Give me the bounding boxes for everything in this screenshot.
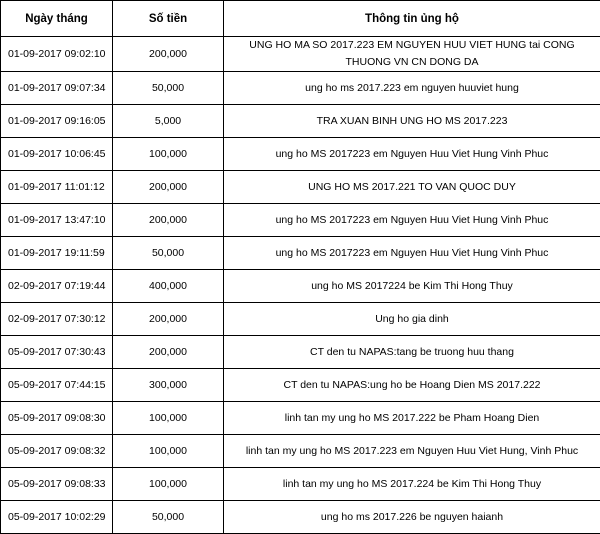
date-cell: 05-09-2017 09:08:32 [1,435,113,468]
date-cell: 01-09-2017 13:47:10 [1,204,113,237]
info-cell: Ung ho gia dinh [224,303,600,336]
date-cell: 01-09-2017 11:01:12 [1,171,113,204]
table-row [1,501,600,534]
date-cell: 05-09-2017 10:02:29 [1,501,113,534]
amount-cell: 100,000 [113,435,224,468]
table-row [1,171,600,204]
info-cell: ung ho ms 2017.226 be nguyen haianh [224,501,600,534]
info-cell: ung ho ms 2017.223 em nguyen huuviet hung [224,72,600,105]
table-row [1,37,600,72]
amount-cell: 50,000 [113,72,224,105]
date-cell: 05-09-2017 09:08:30 [1,402,113,435]
header-date: Ngày tháng [1,1,113,37]
info-cell: UNG HO MS 2017.221 TO VAN QUOC DUY [224,171,600,204]
amount-cell: 200,000 [113,171,224,204]
info-cell: linh tan my ung ho MS 2017.224 be Kim Thi Hong Thuy [224,468,600,501]
table-row [1,336,600,369]
amount-cell: 400,000 [113,270,224,303]
info-cell: TRA XUAN BINH UNG HO MS 2017.223 [224,105,600,138]
info-cell: CT den tu NAPAS:tang be truong huu thang [224,336,600,369]
info-cell: UNG HO MA SO 2017.223 EM NGUYEN HUU VIET HUNG tai CONG THUONG VN CN DONG DA [224,37,600,72]
amount-cell: 100,000 [113,468,224,501]
info-cell: linh tan my ung ho MS 2017.223 em Nguyen Huu Viet Hung, Vinh Phuc [224,435,600,468]
amount-cell: 100,000 [113,402,224,435]
table-header-row [1,1,600,37]
table-row [1,369,600,402]
date-cell: 02-09-2017 07:19:44 [1,270,113,303]
info-cell: ung ho MS 2017223 em Nguyen Huu Viet Hung Vinh Phuc [224,138,600,171]
date-cell: 01-09-2017 09:07:34 [1,72,113,105]
amount-cell: 200,000 [113,303,224,336]
date-cell: 01-09-2017 09:16:05 [1,105,113,138]
header-amount: Số tiền [113,1,224,37]
date-cell: 01-09-2017 09:02:10 [1,37,113,72]
amount-cell: 50,000 [113,237,224,270]
amount-cell: 100,000 [113,138,224,171]
amount-cell: 200,000 [113,37,224,72]
table-row [1,105,600,138]
date-cell: 05-09-2017 07:44:15 [1,369,113,402]
info-cell: linh tan my ung ho MS 2017.222 be Pham Hoang Dien [224,402,600,435]
table-row [1,270,600,303]
date-cell: 05-09-2017 09:08:33 [1,468,113,501]
info-cell: ung ho MS 2017223 em Nguyen Huu Viet Hung Vinh Phuc [224,204,600,237]
date-cell: 01-09-2017 10:06:45 [1,138,113,171]
info-cell: ung ho MS 2017224 be Kim Thi Hong Thuy [224,270,600,303]
amount-cell: 200,000 [113,204,224,237]
table-row [1,204,600,237]
info-cell: CT den tu NAPAS:ung ho be Hoang Dien MS 2017.222 [224,369,600,402]
date-cell: 05-09-2017 07:30:43 [1,336,113,369]
table-row [1,303,600,336]
amount-cell: 200,000 [113,336,224,369]
header-info: Thông tin ủng hộ [224,1,600,37]
table-row [1,402,600,435]
table-row [1,468,600,501]
amount-cell: 50,000 [113,501,224,534]
table-row [1,72,600,105]
amount-cell: 5,000 [113,105,224,138]
date-cell: 01-09-2017 19:11:59 [1,237,113,270]
info-cell: ung ho MS 2017223 em Nguyen Huu Viet Hung Vinh Phuc [224,237,600,270]
amount-cell: 300,000 [113,369,224,402]
table-row [1,237,600,270]
table-row [1,435,600,468]
date-cell: 02-09-2017 07:30:12 [1,303,113,336]
table-row [1,138,600,171]
